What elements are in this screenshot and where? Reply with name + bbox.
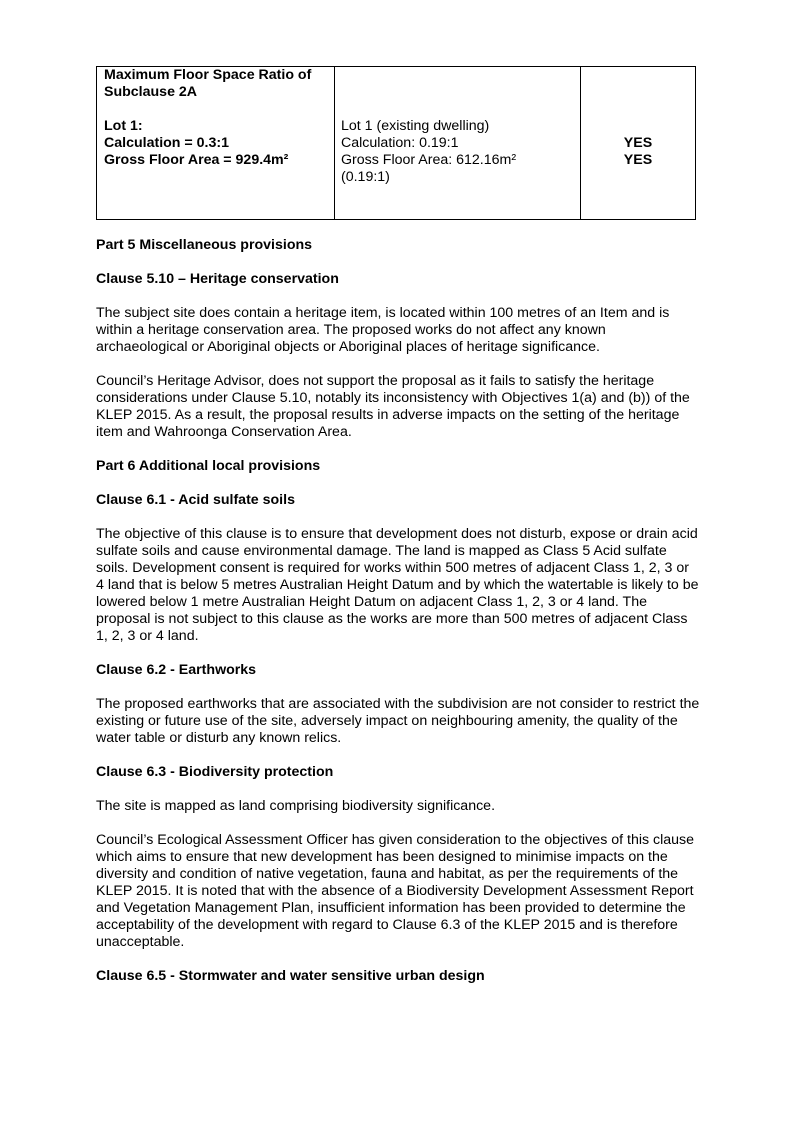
clause510-heading: Clause 5.10 – Heritage conservation <box>96 271 339 287</box>
clause63-heading: Clause 6.3 - Biodiversity protection <box>96 764 334 780</box>
proposed-line1: Lot 1 (existing dwelling) <box>341 118 490 134</box>
table-row <box>97 67 696 220</box>
clause63-paragraph-1: The site is mapped as land comprising biodiversity significance. <box>96 798 496 814</box>
proposed-line4: (0.19:1) <box>341 169 390 185</box>
part5-heading: Part 5 Miscellaneous provisions <box>96 237 313 253</box>
clause63-paragraph-2: Council’s Ecological Assessment Officer has given consideration to the objectives of this clause which aims to ensure that new development has been designed to minimise impacts on the diversity and condition of native vegetation, fauna and habitat, as per the requirements of the KLEP 2015. It is noted that with the absence of a Biodiversity Development Assessment Report and Vegetation Management Plan, insufficient information has been provided to determine the acceptability of the development with regard to Clause 6.3 of the KLEP 2015 and is therefore unacceptable. <box>96 832 695 950</box>
standard-gfa: Gross Floor Area = 929.4m² <box>104 152 289 168</box>
standard-lot-label: Lot 1: <box>104 118 143 134</box>
compliance-yes-2: YES <box>623 152 653 168</box>
document-page <box>96 66 700 985</box>
clause61-heading: Clause 6.1 - Acid sulfate soils <box>96 492 295 508</box>
clause61-paragraph-1: The objective of this clause is to ensure that development does not disturb, expose or drain acid sulfate soils and cause environmental damage. The land is mapped as Class 5 Acid sulfate soils. Development consent is required for works within 500 metres of adjacent Class 1, 2, 3 or 4 land that is below 5 metres Australian Height Datum and by which the watertable is likely to be lowered below 1 metre Australian Height Datum on adjacent Class 1, 2, 3 or 4 land. The proposal is not subject to this clause as the works are more than 500 metres of adjacent Class 1, 2, 3 or 4 land. <box>96 526 699 644</box>
compliance-yes-1: YES <box>623 135 653 151</box>
part6-heading: Part 6 Additional local provisions <box>96 458 321 474</box>
clause510-paragraph-1: The subject site does contain a heritage item, is located within 100 metres of an Item and is within a heritage conservation area. The proposed works do not affect any known archaeological or Aboriginal objects or Aboriginal places of heritage significance. <box>96 305 670 355</box>
standard-heading-line1: Maximum Floor Space Ratio of <box>104 67 312 83</box>
compliance-cell <box>581 67 696 220</box>
standard-cell <box>97 67 335 220</box>
clause62-paragraph-1: The proposed earthworks that are associated with the subdivision are not consider to restrict the existing or future use of the site, adversely impact on neighbouring amenity, the quality of the water table or disturb any known relics. <box>96 696 700 746</box>
compliance-table <box>96 66 696 220</box>
proposed-cell <box>335 67 581 220</box>
clause62-heading: Clause 6.2 - Earthworks <box>96 662 257 678</box>
proposed-line3: Gross Floor Area: 612.16m² <box>341 152 517 168</box>
standard-heading-line2: Subclause 2A <box>104 84 198 100</box>
proposed-line2: Calculation: 0.19:1 <box>341 135 459 151</box>
standard-calculation: Calculation = 0.3:1 <box>104 135 229 151</box>
clause65-heading: Clause 6.5 - Stormwater and water sensitive urban design <box>96 968 485 984</box>
clause510-paragraph-2: Council’s Heritage Advisor, does not support the proposal as it fails to satisfy the heritage considerations under Clause 5.10, notably its inconsistency with Objectives 1(a) and (b)) of the KLEP 2015. As a result, the proposal results in adverse impacts on the setting of the heritage item and Wahroonga Conservation Area. <box>96 373 690 440</box>
